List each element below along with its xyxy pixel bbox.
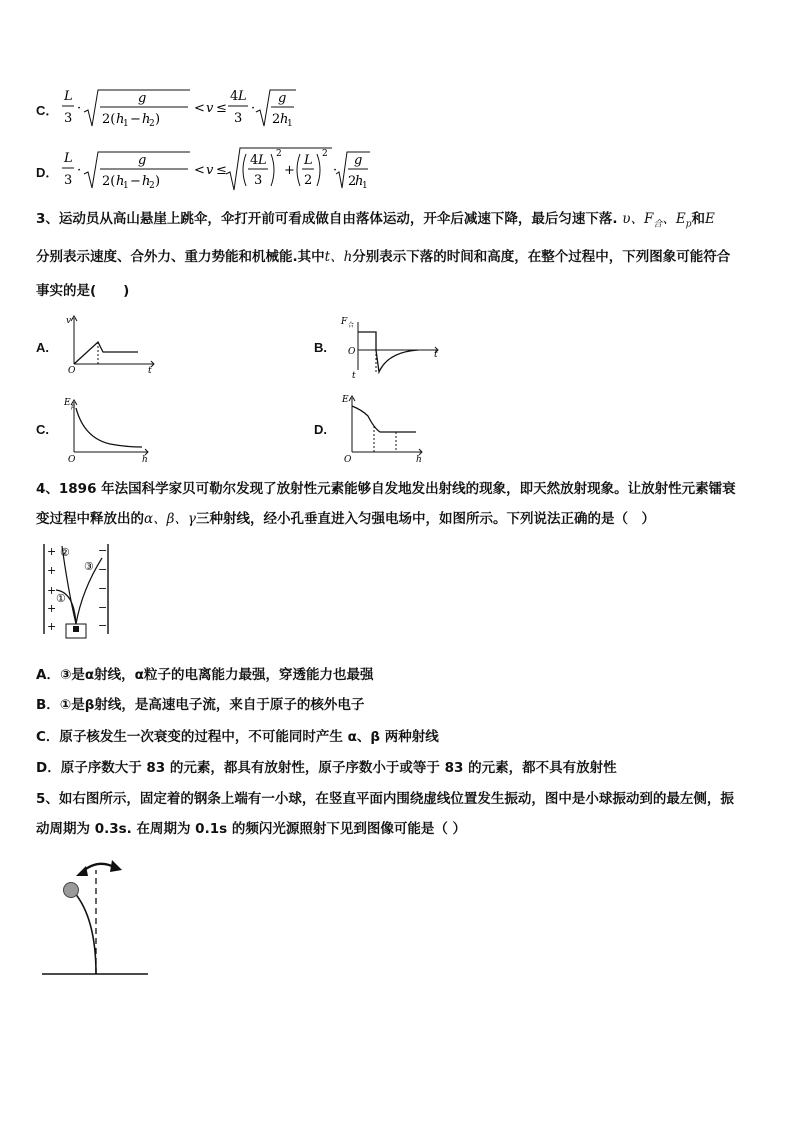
svg-text:≤: ≤	[216, 163, 227, 178]
svg-text:L: L	[304, 153, 313, 168]
svg-text:v: v	[206, 101, 214, 116]
q3-line-1-tail: 和	[691, 211, 705, 227]
svg-text:2: 2	[149, 181, 155, 191]
svg-text:·: ·	[333, 163, 338, 178]
q3-option-b-label: B.	[314, 340, 327, 355]
q3-graph-d	[338, 392, 434, 464]
q3-symbols-th: t、h	[324, 249, 353, 265]
svg-text:O: O	[68, 366, 76, 374]
q4-label-3: ③	[84, 560, 94, 573]
q3-option-d-label: D.	[314, 422, 327, 437]
svg-text:L: L	[258, 153, 267, 168]
q4-option-d: D．原子序数大于 83 的元素，都具有放射性，原子序数小于或等于 83 的元素，都不具有放射性	[36, 760, 617, 776]
svg-text:h: h	[416, 455, 422, 464]
svg-text:v: v	[66, 316, 72, 326]
option-d-formula	[36, 146, 376, 194]
q4-option-b-text: 是β射线，是高速电子流，来自于原子的核外电子	[71, 697, 365, 713]
q5-line-2: 动周期为 0.3s. 在周期为 0.1s 的频闪光源照射下见到图像可能是（ ）	[36, 821, 467, 837]
q4-option-b	[36, 696, 364, 714]
svg-text:−: −	[98, 544, 108, 557]
svg-text:4: 4	[230, 89, 239, 104]
svg-text:2(: 2(	[102, 174, 116, 189]
svg-text:h: h	[142, 112, 151, 127]
svg-text:−: −	[98, 619, 108, 632]
svg-text:−: −	[130, 112, 141, 127]
svg-text:2: 2	[276, 149, 282, 159]
svg-text:1: 1	[123, 181, 129, 191]
q4-label-1: ①	[56, 592, 66, 605]
svg-text:−: −	[98, 563, 108, 576]
svg-text:−: −	[98, 582, 108, 595]
svg-text:h: h	[355, 174, 364, 189]
svg-text:2: 2	[272, 112, 281, 127]
q3-line-1-text: 3、运动员从高山悬崖上跳伞，伞打开前可看成做自由落体运动，开伞后减速下降，最后匀速下落.	[36, 211, 618, 227]
svg-text:p: p	[71, 403, 75, 410]
svg-text:≤: ≤	[216, 101, 227, 116]
svg-text:h: h	[116, 174, 125, 189]
svg-text:L: L	[238, 89, 247, 104]
svg-text:·: ·	[251, 101, 256, 116]
svg-text:1: 1	[123, 119, 129, 129]
svg-text:O: O	[348, 347, 356, 357]
q3-graph-a	[62, 312, 158, 374]
svg-text:1: 1	[287, 119, 293, 129]
svg-text:+: +	[284, 163, 295, 178]
svg-text:): )	[155, 112, 161, 127]
option-c-math	[60, 86, 360, 132]
q3-line-2-text: 分别表示速度、合外力、重力势能和机械能.其中	[36, 249, 325, 265]
q4-line-2b: 三种射线，经小孔垂直进入匀强电场中，如图所示。下列说法正确的是（ ）	[196, 511, 655, 527]
q4-label-2: ②	[60, 546, 70, 559]
svg-text:2(: 2(	[102, 112, 116, 127]
svg-text:·: ·	[77, 101, 82, 116]
q4-line-1: 4、1896 年法国科学家贝可勒尔发现了放射性元素能够自发地发出射线的现象，即天然放射现象。让放射性元素镭衰	[36, 481, 736, 497]
svg-text:+: +	[47, 602, 57, 615]
svg-text:v: v	[206, 163, 214, 178]
q4-option-a-text: 是α射线，α粒子的电离能力最强，穿透能力也最强	[71, 667, 374, 683]
q3-option-a-label: A.	[36, 340, 49, 355]
svg-text:−: −	[130, 174, 141, 189]
svg-text:2: 2	[149, 119, 155, 129]
q4-greek-symbols: α、β、γ	[144, 511, 196, 527]
svg-text:h: h	[280, 112, 289, 127]
svg-text:h: h	[116, 112, 125, 127]
svg-text:+: +	[47, 620, 57, 633]
svg-text:t: t	[148, 366, 152, 374]
option-c-label: C．	[36, 103, 59, 118]
svg-text:2: 2	[348, 174, 357, 189]
option-d-label: D．	[36, 165, 59, 180]
svg-text:−: −	[98, 601, 108, 614]
q3-option-c-label: C.	[36, 422, 49, 437]
q3-symbols: υ、$F_合$、$E_p$	[622, 211, 692, 230]
svg-text:4: 4	[250, 153, 259, 168]
svg-text:<: <	[194, 163, 205, 178]
q3-line-2	[36, 248, 730, 266]
q3-graph-c	[62, 394, 158, 466]
svg-text:<: <	[194, 101, 205, 116]
q4-electric-field-diagram	[38, 540, 114, 646]
q3-line-1	[36, 210, 715, 234]
svg-text:E: E	[342, 395, 349, 405]
svg-text:+: +	[47, 564, 57, 577]
svg-text:·: ·	[77, 163, 82, 178]
svg-text:h: h	[142, 174, 151, 189]
svg-text:O: O	[68, 455, 76, 465]
svg-text:g: g	[278, 91, 287, 106]
q5-line-1: 5、如右图所示，固定着的钢条上端有一小球，在竖直平面内围绕虚线位置发生振动，图中是小球振动到的最左侧，振	[36, 791, 734, 807]
svg-text:+: +	[47, 584, 57, 597]
q4-line-2	[36, 510, 655, 528]
q4-option-b-mark: ①	[59, 697, 72, 713]
svg-text:t: t	[352, 371, 356, 380]
svg-text:L: L	[64, 89, 73, 104]
q3-graph-b	[338, 312, 444, 380]
svg-text:3: 3	[64, 173, 73, 188]
svg-text:t: t	[434, 350, 438, 360]
q4-option-b-label: B．	[36, 697, 60, 713]
svg-text:1: 1	[362, 181, 368, 191]
q3-symbol-e: E	[704, 211, 715, 227]
svg-text:3: 3	[64, 111, 73, 126]
svg-text:2: 2	[304, 173, 313, 188]
svg-text:g: g	[138, 153, 147, 168]
q3-line-2-tail: 分别表示下落的时间和高度，在整个过程中，下列图象可能符合	[352, 249, 731, 265]
q4-option-a	[36, 666, 373, 684]
svg-text:g: g	[354, 153, 363, 168]
svg-text:3: 3	[254, 173, 263, 188]
svg-text:O: O	[344, 455, 352, 464]
svg-text:3: 3	[234, 111, 243, 126]
svg-text:+: +	[47, 545, 57, 558]
svg-text:): )	[155, 174, 161, 189]
q3-line-3: 事实的是( )	[36, 283, 130, 299]
svg-text:g: g	[138, 91, 147, 106]
q5-spring-ball-diagram	[38, 848, 154, 980]
svg-text:L: L	[64, 151, 73, 166]
option-c-formula	[36, 86, 376, 132]
q4-option-a-mark: ③	[59, 667, 72, 683]
svg-text:E: E	[64, 398, 71, 408]
svg-text:h: h	[142, 455, 148, 465]
q4-option-a-label: A．	[36, 667, 60, 683]
svg-text:F: F	[341, 317, 348, 327]
svg-text:2: 2	[322, 149, 328, 159]
q4-option-c: C．原子核发生一次衰变的过程中，不可能同时产生 α、β 两种射线	[36, 729, 439, 745]
option-d-math	[60, 146, 370, 194]
q4-line-2a: 变过程中释放出的	[36, 511, 144, 527]
svg-text:合: 合	[348, 322, 355, 329]
